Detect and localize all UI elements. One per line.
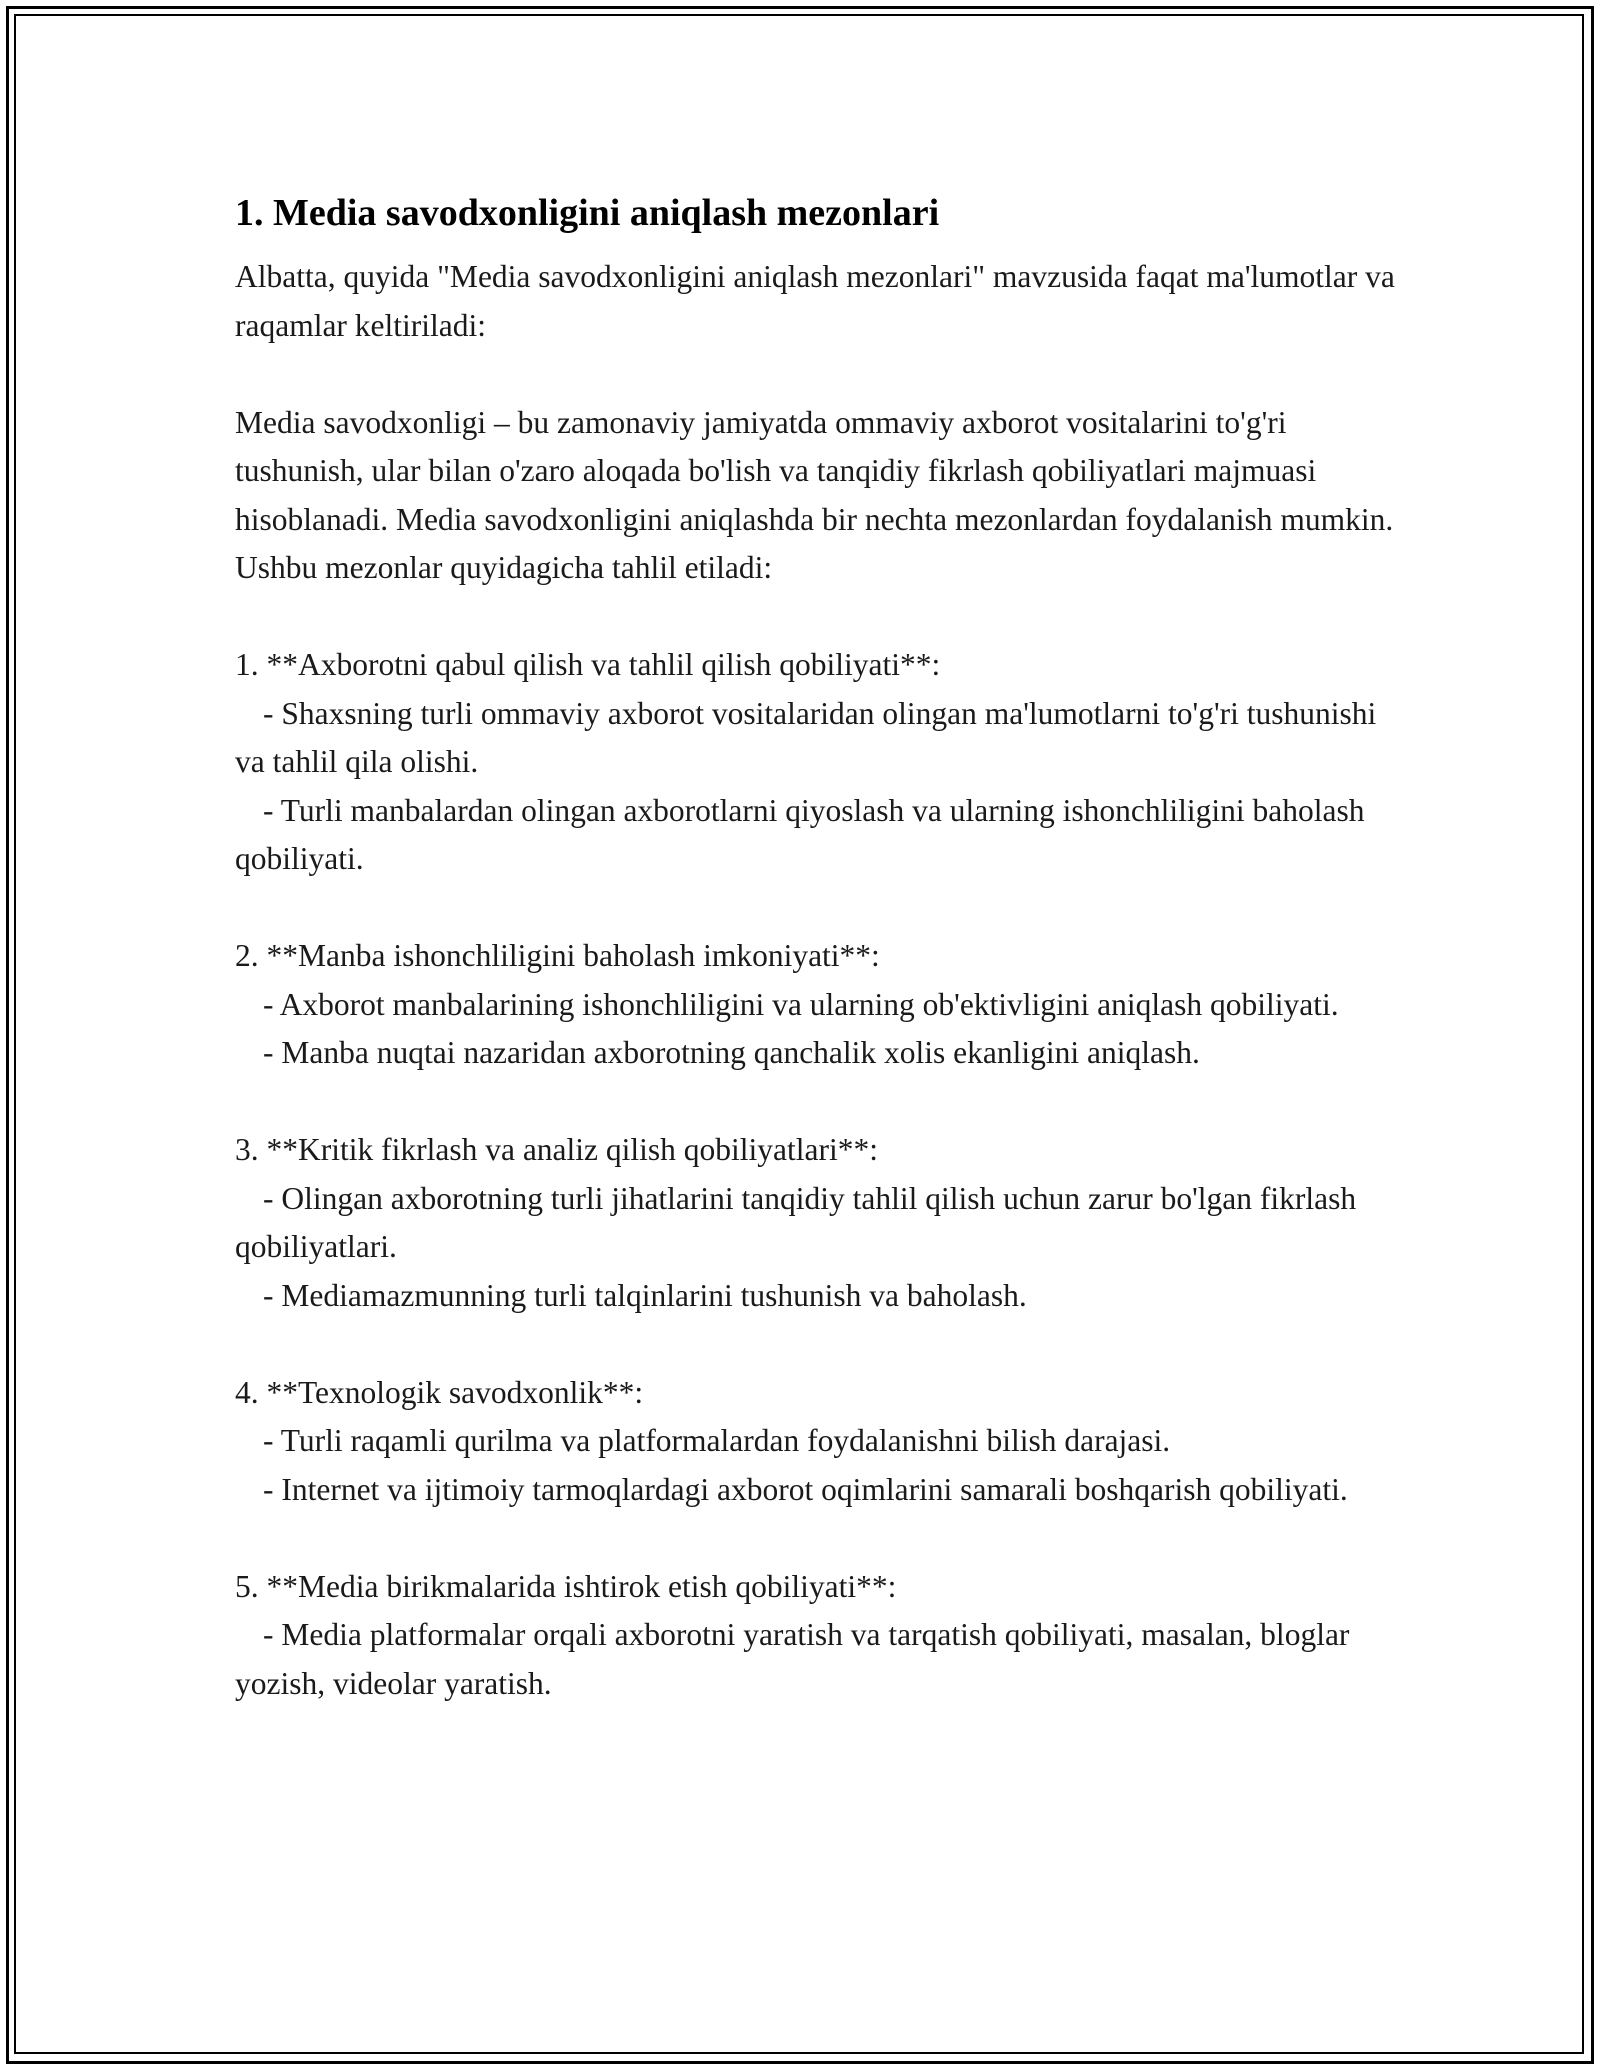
criterion-point: - Media platformalar orqali axborotni yaratish va tarqatish qobiliyati, masalan, bloglar yozish, videolar yaratish. xyxy=(235,1617,1350,1701)
document-body xyxy=(235,185,1395,1708)
criterion-point: - Turli manbalardan olingan axborotlarni qiyoslash va ularning ishonchliligini baholash qobiliyati. xyxy=(235,792,1365,876)
criterion-section xyxy=(235,1126,1395,1320)
criterion-point: - Turli raqamli qurilma va platformalardan foydalanishni bilish darajasi. xyxy=(263,1423,1171,1458)
criterion-point: - Olingan axborotning turli jihatlarini tanqidiy tahlil qilish uchun zarur bo'lgan fikrlash qobiliyatlari. xyxy=(235,1180,1357,1264)
criterion-point: - Internet va ijtimoiy tarmoqlardagi axborot oqimlarini samarali boshqarish qobiliyati. xyxy=(263,1471,1348,1507)
paragraph-gap xyxy=(235,1514,1395,1563)
criterion-point: - Axborot manbalarining ishonchliligini va ularning ob'ektivligini aniqlash qobiliyati. xyxy=(263,986,1339,1022)
criterion-point: - Mediamazmunning turli talqinlarini tushunish va baholash. xyxy=(263,1277,1027,1313)
paragraph-gap xyxy=(235,350,1395,399)
paragraph-gap xyxy=(235,1078,1395,1127)
definition-paragraph: Media savodxonligi – bu zamonaviy jamiyatda ommaviy axborot vositalarini to'g'ri tushunish, ular bilan o'zaro aloqada bo'lish va tanqidiy fikrlash qobiliyatlari majmuasi hisoblanadi. Media savodxonligini aniqlashda bir nechta mezonlardan foydalanish mumkin. Ushbu mezonlar quyidagicha tahlil etiladi: xyxy=(235,404,1394,585)
document-title: 1. Media savodxonligini aniqlash mezonlari xyxy=(235,192,940,234)
criterion-point: - Shaxsning turli ommaviy axborot vositalaridan olingan ma'lumotlarni to'g'ri tushunishi va tahlil qila olishi. xyxy=(235,695,1377,779)
criterion-heading: 4. **Texnologik savodxonlik**: xyxy=(235,1374,644,1410)
intro-paragraph: Albatta, quyida "Media savodxonligini aniqlash mezonlari" mavzusida faqat ma'lumotlar va raqamlar keltiriladi: xyxy=(235,259,1395,343)
criterion-point: - Manba nuqtai nazaridan axborotning qanchalik xolis ekanligini aniqlash. xyxy=(263,1035,1200,1070)
paragraph-gap xyxy=(235,884,1395,933)
paragraph-gap xyxy=(235,593,1395,642)
criterion-section xyxy=(235,932,1395,1078)
criterion-section xyxy=(235,1369,1395,1515)
criterion-heading: 1. **Axborotni qabul qilish va tahlil qilish qobiliyati**: xyxy=(235,647,941,682)
criterion-heading: 2. **Manba ishonchliligini baholash imkoniyati**: xyxy=(235,938,880,973)
criterion-section xyxy=(235,641,1395,884)
criterion-heading: 5. **Media birikmalarida ishtirok etish qobiliyati**: xyxy=(235,1568,897,1604)
paragraph-gap xyxy=(235,1320,1395,1369)
criterion-heading: 3. **Kritik fikrlash va analiz qilish qobiliyatlari**: xyxy=(235,1132,878,1167)
criterion-section xyxy=(235,1563,1395,1709)
